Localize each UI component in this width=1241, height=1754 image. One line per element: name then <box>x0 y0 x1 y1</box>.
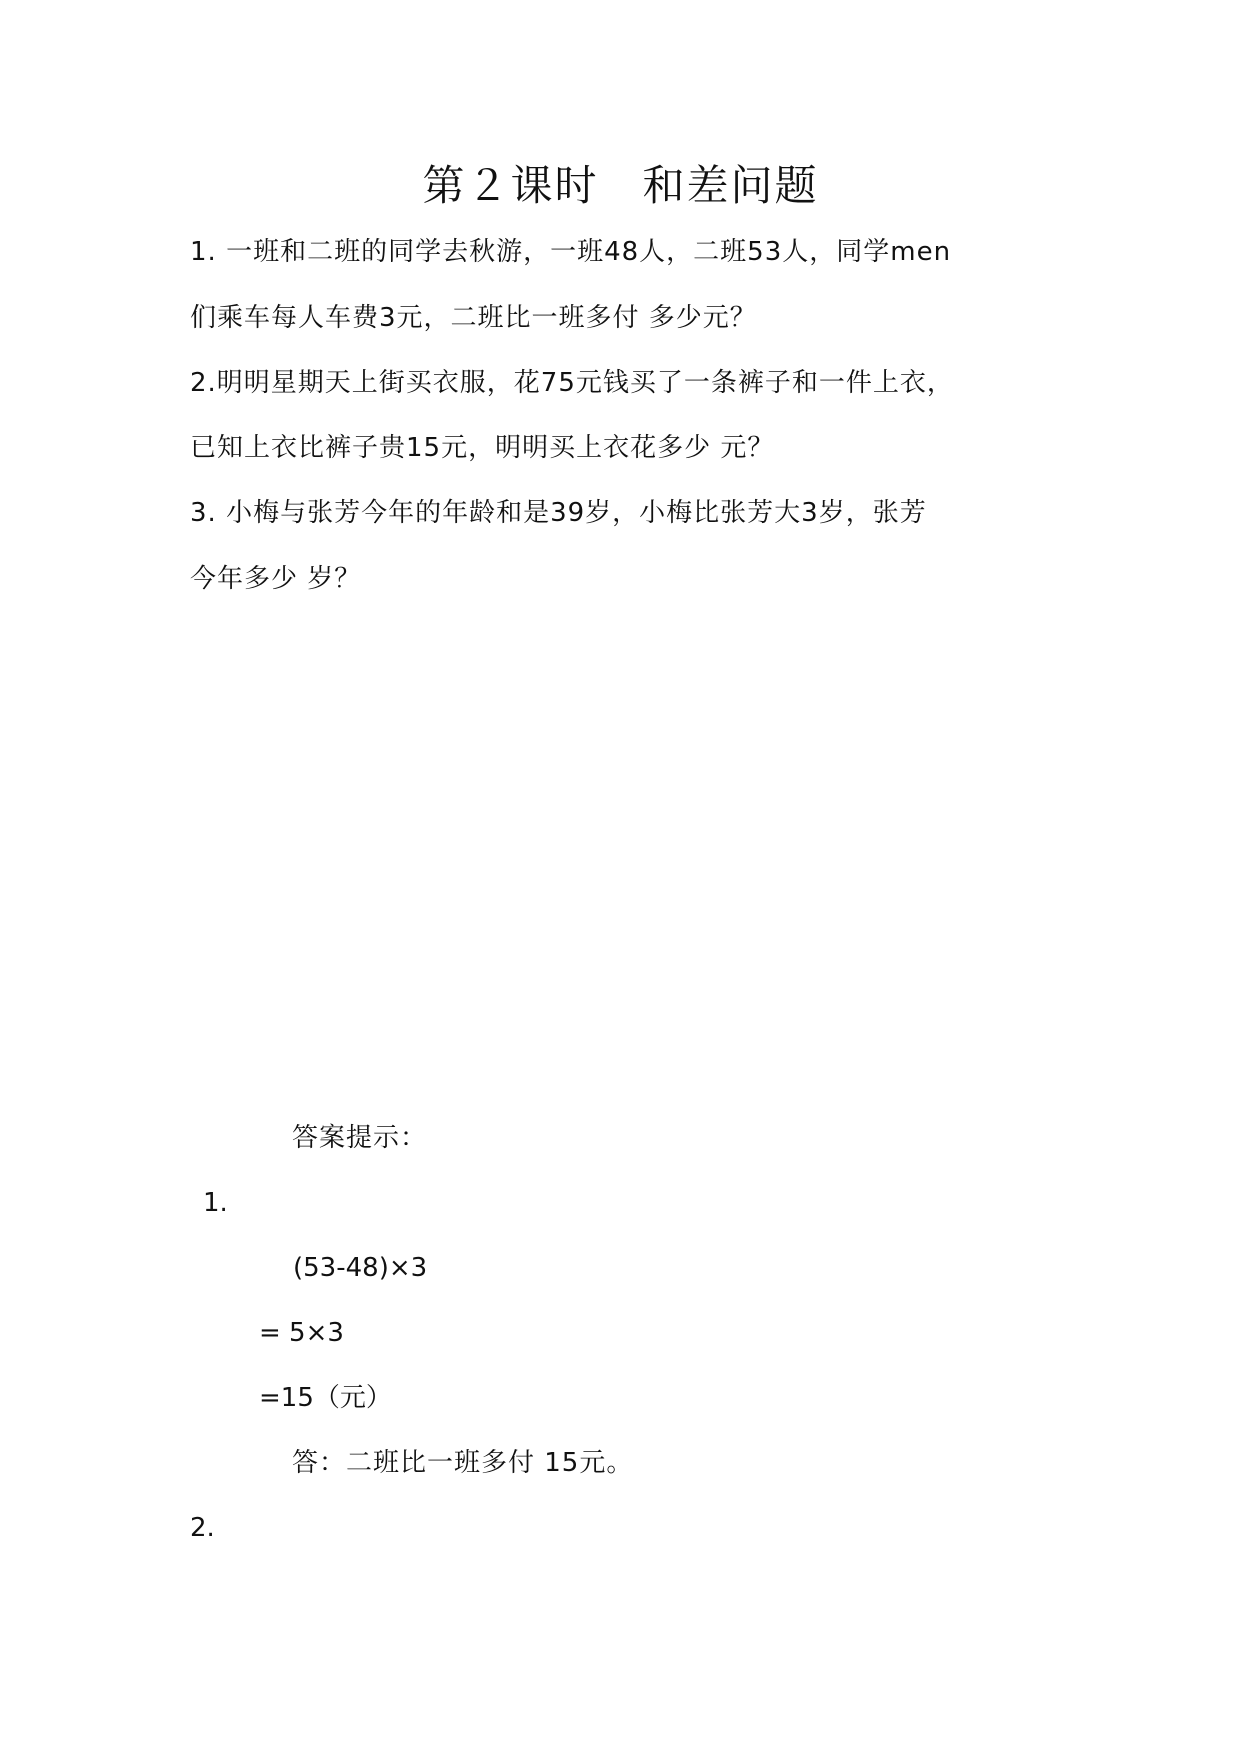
answer-1-step-1: (53-48)×3 <box>293 1253 428 1283</box>
page-title: 第２课时 和差问题 <box>422 161 819 210</box>
answer-1-step-2: = 5×3 <box>259 1318 344 1348</box>
answer-1-number: 1. <box>203 1188 228 1218</box>
answer-hints-heading: 答案提示： <box>292 1123 428 1153</box>
question-3-line-2: 今年多少 岁？ <box>190 564 362 594</box>
answer-1-step-3: =15（元） <box>259 1383 392 1413</box>
question-3-line-1: 3. 小梅与张芳今年的年龄和是39岁，小梅比张芳大3岁，张芳 <box>190 498 927 528</box>
answer-2-number: 2. <box>190 1513 215 1543</box>
question-1-line-2: 们乘车每人车费3元，二班比一班多付 多少元？ <box>190 303 757 333</box>
question-2-line-1: 2.明明星期天上街买衣服，花75元钱买了一条裤子和一件上衣， <box>190 368 954 398</box>
question-1-line-1: 1. 一班和二班的同学去秋游，一班48人，二班53人，同学men <box>190 237 952 267</box>
answer-1-reply: 答：二班比一班多付 15元。 <box>292 1448 634 1478</box>
question-2-line-2: 已知上衣比裤子贵15元，明明买上衣花多少 元？ <box>190 433 775 463</box>
